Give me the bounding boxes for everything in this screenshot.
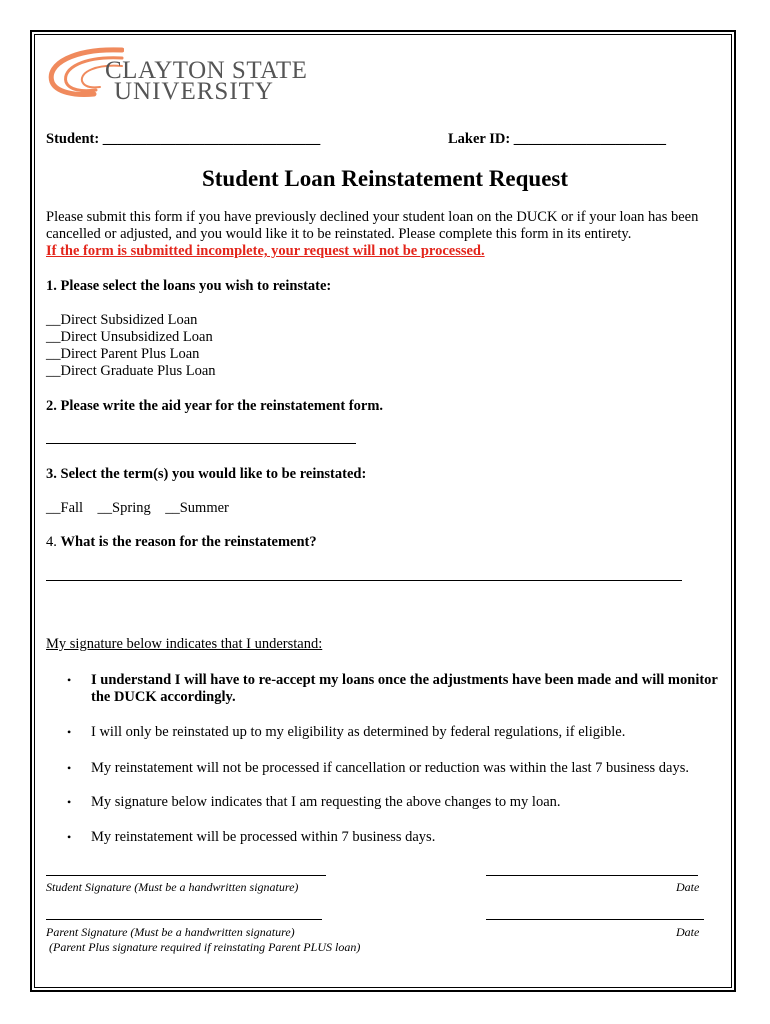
- bullet-icon: •: [67, 795, 72, 809]
- reason-answer-line[interactable]: [46, 580, 682, 581]
- bullet-icon: •: [67, 725, 72, 739]
- question-4-text: What is the reason for the reinstatement?: [60, 534, 317, 550]
- laker-id-field-label: Laker ID: _____________________: [448, 131, 667, 147]
- parent-signature-label: Parent Signature (Must be a handwritten signature): [46, 925, 295, 939]
- page-title: Student Loan Reinstatement Request: [201, 166, 569, 191]
- logo-line1: CLAYTON STATE: [105, 57, 308, 84]
- question-4-number: 4.: [46, 534, 61, 550]
- intro-line-1: Please submit this form if you have previously declined your student loan on the DUCK or if your loan has been: [46, 209, 699, 225]
- question-3-label: 3. Select the term(s) you would like to be reinstated:: [46, 466, 367, 482]
- loan-option-parent-plus[interactable]: __Direct Parent Plus Loan: [46, 346, 200, 362]
- student-signature-label: Student Signature (Must be a handwritten signature): [46, 880, 299, 894]
- incomplete-warning: If the form is submitted incomplete, your request will not be processed.: [46, 243, 485, 259]
- parent-date-label: Date: [676, 925, 700, 939]
- student-field-label: Student: ______________________________: [46, 131, 321, 147]
- bullet-icon: •: [67, 830, 72, 844]
- understand-item-1-line2: the DUCK accordingly.: [91, 689, 236, 705]
- understand-item-1-line1: I understand I will have to re-accept my loans once the adjustments have been made and will monitor: [91, 672, 718, 688]
- logo-line2: UNIVERSITY: [114, 78, 274, 105]
- parent-plus-note: (Parent Plus signature required if reinstating Parent PLUS loan): [46, 940, 361, 954]
- aid-year-answer-line[interactable]: [46, 443, 356, 444]
- question-2-label: 2. Please write the aid year for the reinstatement form.: [46, 398, 384, 414]
- loan-option-subsidized[interactable]: __Direct Subsidized Loan: [46, 312, 198, 328]
- loan-option-unsubsidized[interactable]: __Direct Unsubsidized Loan: [46, 329, 213, 345]
- question-4-label: [46, 534, 317, 551]
- question-1-label: 1. Please select the loans you wish to reinstate:: [46, 278, 332, 294]
- understand-item-5: My reinstatement will be processed within 7 business days.: [91, 829, 436, 845]
- bullet-icon: •: [67, 673, 72, 687]
- parent-signature-line[interactable]: [46, 919, 322, 920]
- loan-option-graduate-plus[interactable]: __Direct Graduate Plus Loan: [46, 363, 216, 379]
- parent-date-line[interactable]: [486, 919, 704, 920]
- bullet-icon: •: [67, 761, 72, 775]
- student-signature-line[interactable]: [46, 875, 326, 876]
- term-options[interactable]: __Fall __Spring __Summer: [46, 500, 229, 516]
- student-date-line[interactable]: [486, 875, 698, 876]
- understand-item-2: I will only be reinstated up to my eligibility as determined by federal regulations, if eligible.: [91, 724, 626, 740]
- understand-item-3: My reinstatement will not be processed if cancellation or reduction was within the last 7 business days.: [91, 760, 689, 776]
- student-date-label: Date: [676, 880, 700, 894]
- understand-item-4: My signature below indicates that I am requesting the above changes to my loan.: [91, 794, 561, 810]
- understand-heading: My signature below indicates that I understand:: [46, 636, 323, 652]
- intro-line-2: cancelled or adjusted, and you would like it to be reinstated. Please complete this form in its entirety.: [46, 226, 632, 242]
